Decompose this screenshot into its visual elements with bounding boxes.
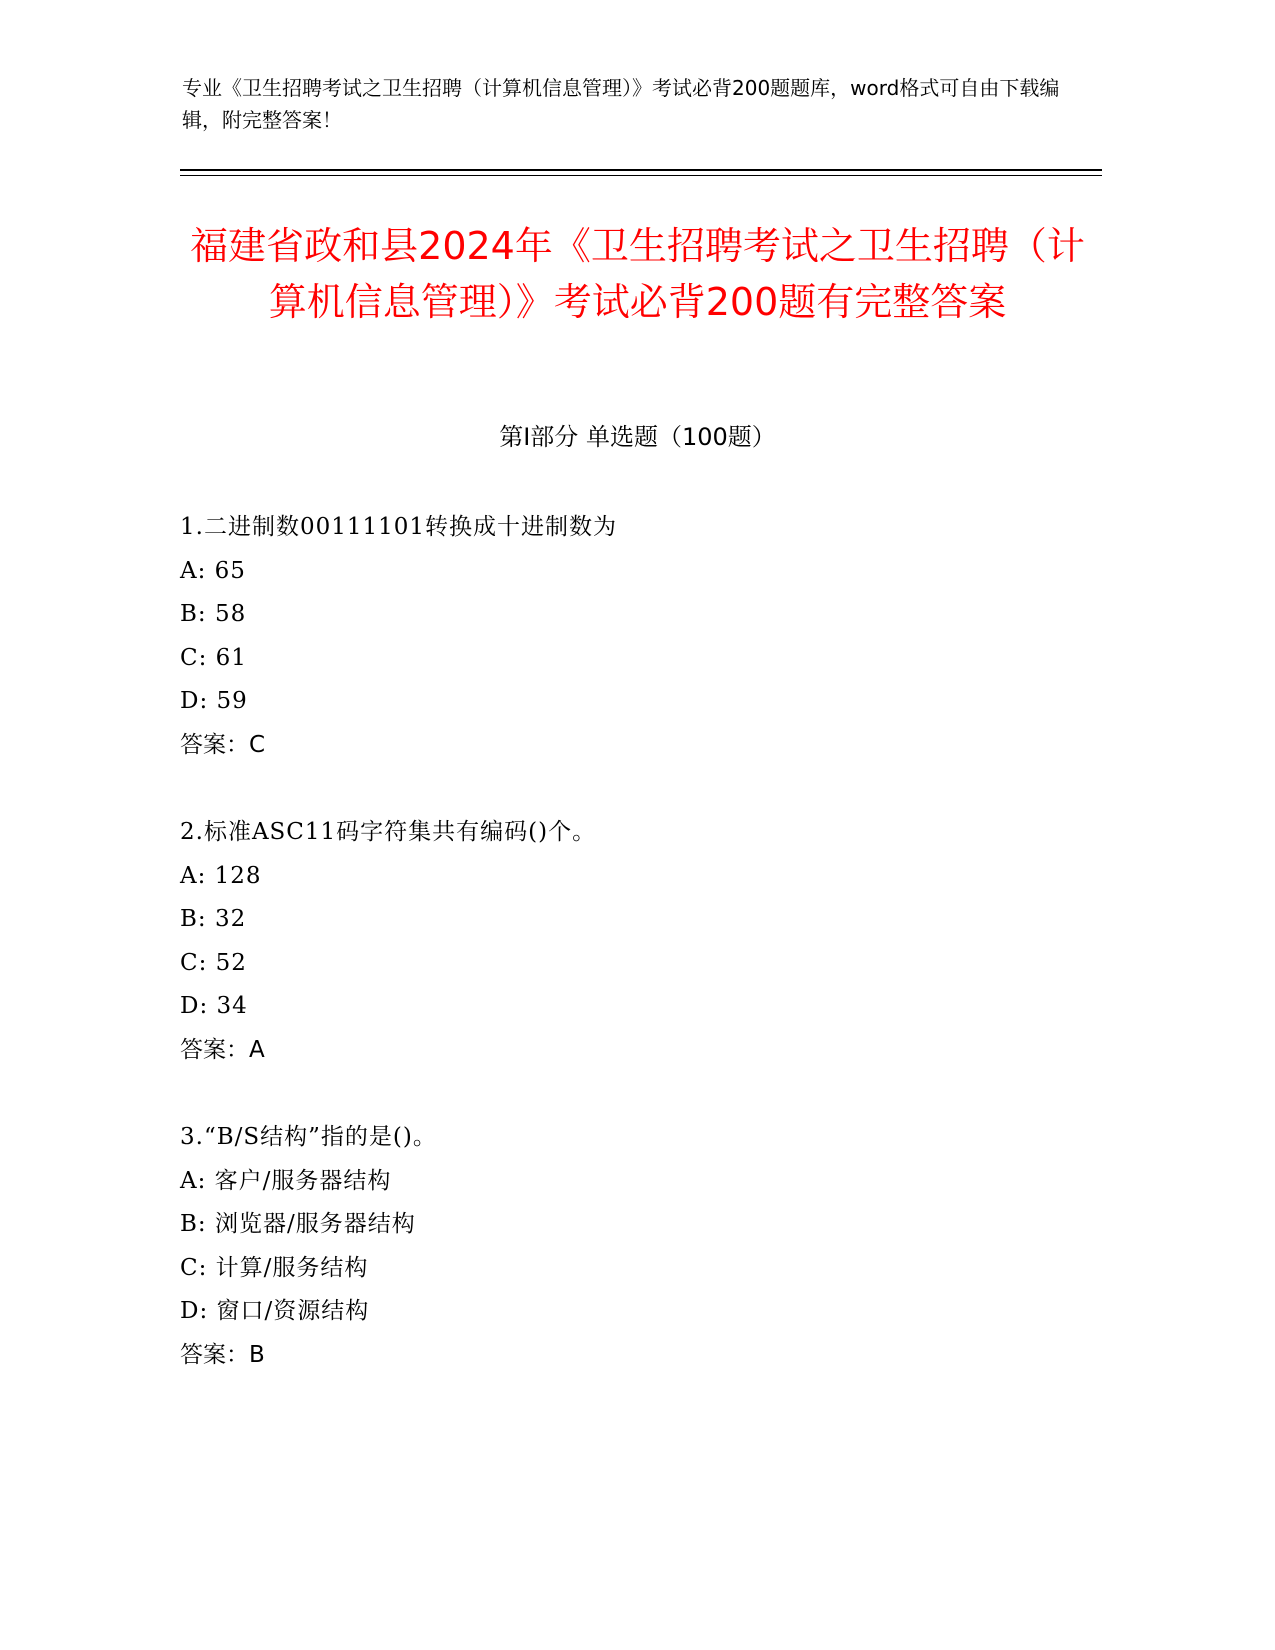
option-b: B: 32 [180,906,247,932]
option-c: C: 计算/服务结构 [180,1254,369,1281]
option-a: A: 128 [180,862,262,889]
section-title: 第Ⅰ部分 单选题（100题） [499,423,776,451]
header-note: 专业《卫生招聘考试之卫生招聘（计算机信息管理）》考试必背200题题库，word格式可自由下载编辑，附完整答案！ [182,76,1060,132]
question-stem: 2.标准ASC11码字符集共有编码()个。 [180,819,597,845]
option-c: C: 61 [180,644,247,671]
question-1 [180,506,1100,767]
option-a: A: 客户/服务器结构 [180,1167,392,1194]
option-a: A: 65 [180,557,246,584]
question-list [180,506,1100,1421]
question-stem: 3.“B/S结构”指的是()。 [180,1124,437,1150]
header-divider-thin [180,175,1102,176]
answer: 答案：A [180,1036,265,1063]
question-3 [180,1116,1100,1377]
question-stem: 1.二进制数00111101转换成十进制数为 [180,514,618,540]
option-d: D: 34 [180,993,248,1019]
answer: 答案：C [180,731,266,758]
answer: 答案：B [180,1341,265,1368]
question-2 [180,811,1100,1072]
option-d: D: 窗口/资源结构 [180,1298,370,1324]
option-c: C: 52 [180,949,247,976]
option-d: D: 59 [180,688,248,714]
document-title: 福建省政和县2024年《卫生招聘考试之卫生招聘（计算机信息管理）》考试必背200题有完整答案 [190,224,1085,324]
option-b: B: 浏览器/服务器结构 [180,1211,416,1237]
option-b: B: 58 [180,601,247,627]
header-divider-thick [180,169,1102,171]
